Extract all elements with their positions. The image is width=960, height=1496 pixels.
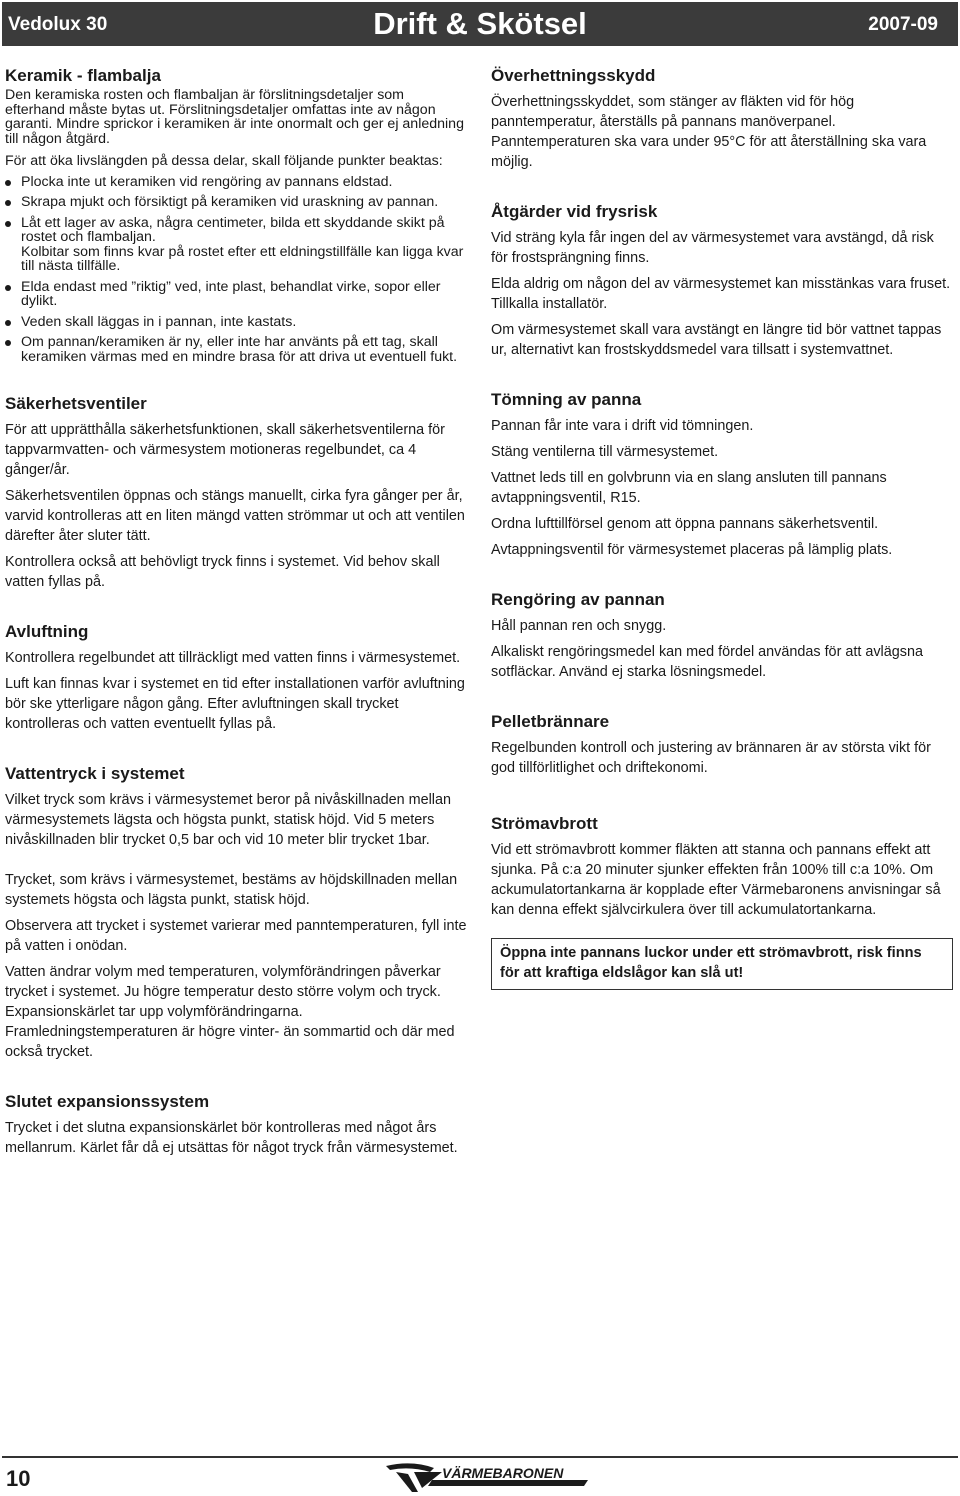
section-title: Säkerhetsventiler (5, 394, 147, 413)
paragraph: Observera att trycket i systemet varierar med panntemperaturen, fyll inte på vatten i onödan. (5, 918, 467, 954)
paragraph: För att upprätthålla säkerhetsfunktionen, skall säkerhetsventilerna för tappvarmvatten- och värmesystem motioneras regelbundet, ca 4 gånger/år. (5, 422, 445, 478)
bullet-icon (5, 320, 11, 326)
warning-box: Öppna inte pannans luckor under ett strömavbrott, risk finns för att kraftiga eldslågor kan slå ut! (491, 938, 953, 990)
list-item (5, 335, 467, 364)
list-item (5, 315, 467, 330)
section-slutet-expansionssystem (5, 1092, 467, 1158)
bullet-icon (5, 180, 11, 186)
section-keramik (5, 66, 467, 364)
section-title: Pelletbrännare (491, 712, 610, 731)
paragraph: För att öka livslängden på dessa delar, skall följande punkter beaktas: (5, 153, 443, 169)
left-column (5, 66, 467, 1164)
section-rengoring (491, 590, 953, 682)
paragraph: Stäng ventilerna till värmesystemet. (491, 444, 719, 460)
section-title: Rengöring av pannan (491, 590, 665, 609)
section-title: Åtgärder vid frysrisk (491, 202, 658, 221)
product-name: Vedolux 30 (8, 14, 108, 35)
list-item-text: Elda endast med ”riktig” ved, inte plast, behandlat virke, sopor eller dylikt. (21, 278, 441, 309)
paragraph: Om värmesystemet skall vara avstängt en längre tid bör vattnet tappas ur, alternativt kan frostskyddsmedel vara tillsatt i systemvattnet. (491, 322, 942, 358)
bullet-icon (5, 221, 11, 227)
section-pelletbrannare (491, 712, 953, 778)
paragraph: Pannan får inte vara i drift vid tömningen. (491, 418, 754, 434)
paragraph: Säkerhetsventilen öppnas och stängs manuellt, cirka fyra gånger per år, varvid kontrolleras att en liten mängd vatten strömmar ut och att ventilen därefter åter sluter tätt. (5, 488, 465, 544)
list-item-note: Kolbitar som finns kvar på rostet efter ett eldningstillfälle kan ligga kvar till nästa tillfälle. (21, 243, 464, 274)
section-title: Vattentryck i systemet (5, 764, 185, 783)
section-tomning (491, 390, 953, 560)
bullet-list (5, 175, 467, 365)
section-stromavbrott (491, 814, 953, 990)
paragraph: Överhettningsskyddet, som stänger av fläkten vid för hög panntemperatur, återställs på pannans manöverpanel. Panntemperaturen ska vara under 95°C för att återställning ska vara möjlig. (491, 94, 927, 170)
paragraph: Vid ett strömavbrott kommer fläkten att stanna och pannans effekt att sjunka. På c:a 20 minuter sjunker effekten från 100% till c:a 10%. Om ackumulatortankarna är kopplade efter Värmebaronens anvisningar så kan denna effekt självcirkulera över till ackumulatortankarna. (491, 842, 941, 918)
paragraph: Elda aldrig om någon del av värmesystemet kan misstänkas vara fruset. Tillkalla installatör. (491, 276, 951, 312)
section-avluftning (5, 622, 467, 734)
paragraph: Trycket, som krävs i värmesystemet, bestäms av höjdskillnaden mellan systemets högsta och lägsta punkt, statisk höjd. (5, 872, 458, 908)
paragraph: Regelbunden kontroll och justering av brännaren är av största vikt för god tillförlitlighet och driftekonomi. (491, 740, 931, 776)
list-item (5, 195, 467, 210)
list-item-text: Om pannan/keramiken är ny, eller inte har använts på ett tag, skall keramiken värmas med en mindre brasa för att driva ut eventuell fukt. (21, 334, 458, 365)
logo-text: VÄRMEBARONEN (442, 1465, 564, 1481)
paragraph: Alkaliskt rengöringsmedel kan med fördel användas för att avlägsna sotfläckar. Använd ej starka lösningsmedel. (491, 644, 923, 680)
list-item (5, 216, 467, 274)
section-title: Strömavbrott (491, 814, 598, 833)
paragraph: Vatten ändrar volym med temperaturen, volymförändringen påverkar trycket i systemet. Ju högre temperatur desto större volym och tryck. Expansionskärlet tar upp volymförändringarna. Framledningstemperaturen är högre vinter- än sommartid och där med också trycket. (5, 964, 455, 1060)
paragraph: Kontrollera regelbundet att tillräckligt med vatten finns i värmesystemet. (5, 650, 461, 666)
paragraph: Den keramiska rosten och flambaljan är förslitningsdetaljer som efterhand måste bytas ut. Förslitningsdetaljer omfattas inte av någon garanti. Mindre sprickor i keramiken är inte onormalt och ger ej anledning till någon åtgärd. (5, 87, 464, 147)
section-title: Avluftning (5, 622, 89, 641)
paragraph: Kontrollera också att behövligt tryck finns i systemet. Vid behov skall vatten fyllas på. (5, 554, 440, 590)
paragraph: Håll pannan ren och snygg. (491, 618, 667, 634)
paragraph: Vattnet leds till en golvbrunn via en slang ansluten till pannans avtappningsventil, R15. (491, 470, 887, 506)
varmebaronen-logo (382, 1458, 592, 1494)
section-title: Slutet expansionssystem (5, 1092, 210, 1111)
section-vattentryck (5, 764, 467, 1062)
list-item-text: Veden skall läggas in i pannan, inte kastats. (21, 313, 297, 330)
list-item-text: Skrapa mjukt och försiktigt på keramiken vid uraskning av pannan. (21, 194, 439, 210)
section-title: Keramik - flambalja (5, 66, 161, 85)
paragraph: Ordna lufttillförsel genom att öppna pannans säkerhetsventil. (491, 516, 879, 532)
section-title: Tömning av panna (491, 390, 642, 409)
page-title: Drift & Skötsel (373, 6, 587, 41)
paragraph: Vid sträng kyla får ingen del av värmesystemet vara avstängd, då risk för frostsprängning finns. (491, 230, 934, 266)
list-item-text: Plocka inte ut keramiken vid rengöring av pannans eldstad. (21, 173, 393, 190)
paragraph: Trycket i det slutna expansionskärlet bör kontrolleras med något års mellanrum. Kärlet får då ej utsättas för något tryck från värmesystemet. (5, 1120, 458, 1156)
list-item-text: Låt ett lager av aska, några centimeter, bilda ett skyddande skikt på rostet och flambaljan. (21, 214, 445, 245)
page-header (2, 2, 958, 46)
paragraph: Vilket tryck som krävs i värmesystemet beror på nivåskillnaden mellan värmesystemets lägsta och högsta punkt, statisk höjd. Vid 5 meters nivåskillnaden blir trycket 0,5 bar och vid 10 meter blir trycket 1bar. (5, 792, 452, 848)
section-frysrisk (491, 202, 953, 360)
section-overhettningsskydd (491, 66, 953, 172)
right-column (491, 66, 953, 990)
list-item (5, 280, 467, 309)
section-title: Överhettningsskydd (491, 66, 656, 85)
bullet-icon (5, 285, 11, 291)
bullet-icon (5, 340, 11, 346)
paragraph: Avtappningsventil för värmesystemet placeras på lämplig plats. (491, 542, 893, 558)
page-number: 10 (6, 1466, 31, 1491)
document-date: 2007-09 (868, 14, 938, 35)
section-sakerhetsventiler (5, 394, 467, 592)
paragraph: Luft kan finnas kvar i systemet en tid efter installationen varför avluftning bör ske ytterligare någon gång. Efter avluftningen skall trycket kontrolleras och vatten eventuellt fyllas på. (5, 676, 465, 732)
bullet-icon (5, 200, 11, 206)
list-item (5, 175, 467, 190)
